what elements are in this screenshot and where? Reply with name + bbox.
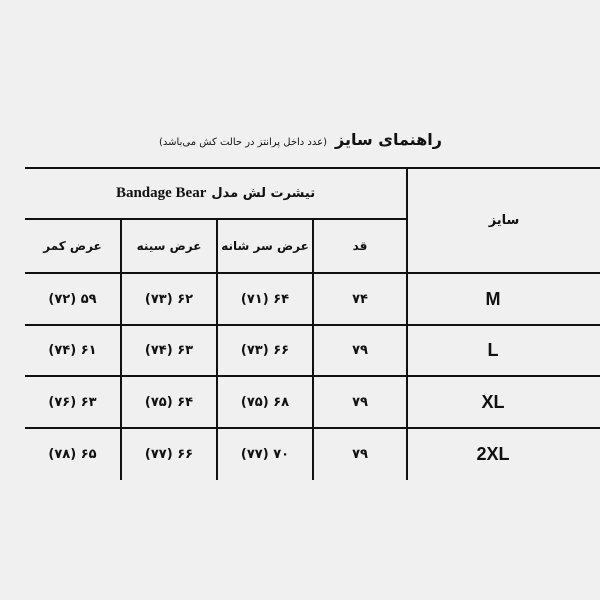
page-title [159, 130, 442, 149]
column-header-height: قد [352, 239, 368, 253]
table-cell: ۶۵ (۷۸) [48, 447, 97, 462]
table-cell: ۶۶ (۷۳) [240, 343, 290, 358]
size-label-xl: XL [481, 391, 505, 412]
column-header-chest-width: عرض سینه [136, 239, 202, 253]
column-header-shoulder-width: عرض سر شانه [221, 239, 309, 253]
model-name: Bandage Bear [115, 185, 207, 201]
table-cell: ۵۹ (۷۲) [48, 291, 97, 307]
table-cell: ۶۴ (۷۱) [240, 291, 290, 307]
table-cell: ۷۴ [352, 291, 368, 307]
table-cell: ۶۴ (۷۵) [144, 394, 194, 410]
table-cell: ۷۰ (۷۷) [240, 447, 290, 462]
size-label-m: M [485, 288, 501, 309]
table-cell: ۷۹ [352, 447, 368, 462]
title-main: راهنمای سایز [335, 130, 442, 149]
table-cell: ۶۸ (۷۵) [240, 394, 290, 410]
title-note: (عدد داخل پرانتز در حالت کش می‌باشد) [159, 137, 327, 148]
model-prefix: تیشرت لش مدل [211, 186, 316, 201]
table-cell: ۷۹ [352, 394, 368, 410]
table-cell: ۶۳ (۷۶) [48, 394, 97, 410]
table-cell: ۶۶ (۷۷) [144, 447, 194, 462]
model-title [25, 169, 406, 218]
table-cell: ۶۱ (۷۴) [48, 343, 97, 358]
size-header: سایز [488, 213, 520, 228]
table-cell: ۶۲ (۷۳) [144, 291, 194, 307]
size-label-l: L [487, 340, 499, 360]
column-header-waist-width: عرض کمر [43, 239, 102, 253]
table-cell: ۷۹ [352, 343, 368, 358]
size-label-2xl: 2XL [476, 444, 510, 464]
table-cell: ۶۳ (۷۴) [144, 343, 194, 358]
